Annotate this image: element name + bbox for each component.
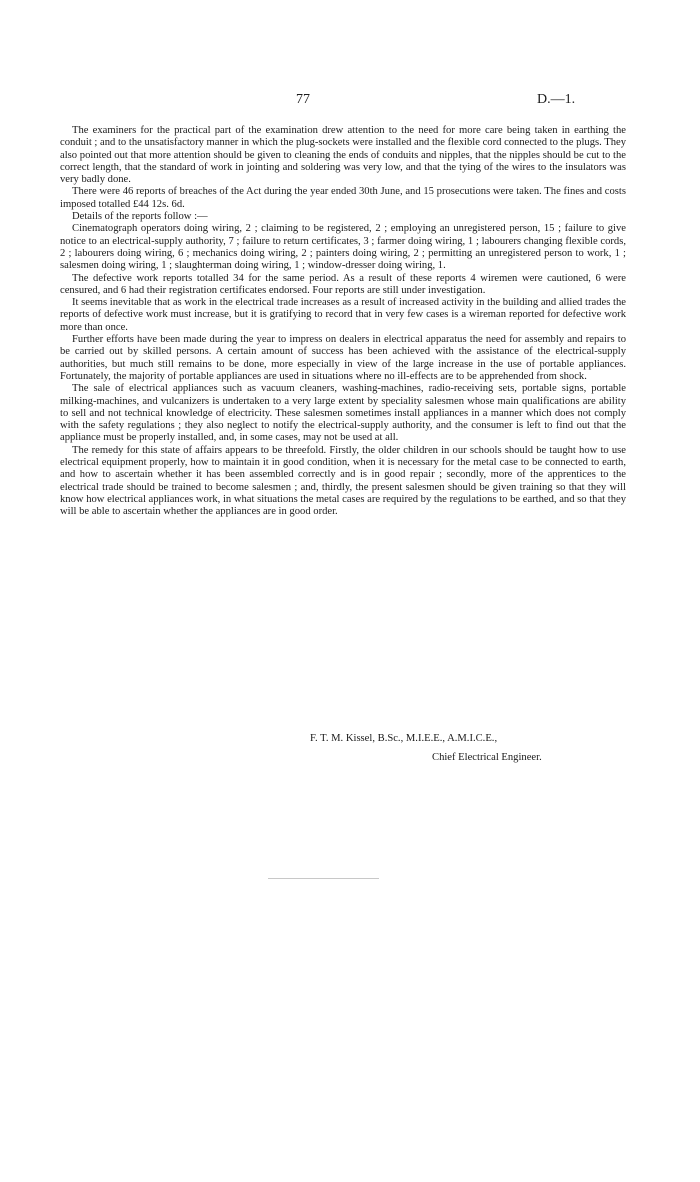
paragraph-sale-of-appliances: The sale of electrical appliances such as vacuum cleaners, washing-machines, radio-receiving sets, portable signs, portable milking-machines, and vulcanizers is undertaken to a very large extent by speciality salesmen whose main qualifications are ability to sell and not technical knowledge of electricity. These salesmen sometimes install appliances in a manner which does not comply with the safety regulations ; they also neglect to notify the electrical-supply authority, and the consumer is left to find out that the appliance must be properly installed, and, in some cases, may not be used at all. xyxy=(60,383,626,444)
body-text xyxy=(60,125,626,519)
paragraph-examiners: The examiners for the practical part of the examination drew attention to the need for more care being taken in earthing the conduit ; and to the unsatisfactory manner in which the plug-sockets were installed and the flexible cord connected to the plugs. They also pointed out that more attention should be given to cleaning the ends of conduits and nipples, that the nipples should be cut to the correct length, that the standard of work in jointing and soldering was very low, and that the tying of the wires to the insulators was very badly done. xyxy=(60,125,626,186)
paragraph-further-efforts: Further efforts have been made during the year to impress on dealers in electrical apparatus the need for assembly and repairs to be carried out by skilled persons. A certain amount of success has been achieved with the assistance of the electrical-supply authorities, but much still remains to be done, more especially in view of the large increase in the use of portable appliances. Fortunately, the majority of portable appliances are used in situations where no ill-effects are to be apprehended from shock. xyxy=(60,334,626,382)
signatory-name: F. T. M. Kissel, B.Sc., M.I.E.E., A.M.I.C.E., xyxy=(310,733,498,744)
end-rule-divider xyxy=(268,878,379,879)
signatory-title: Chief Electrical Engineer. xyxy=(432,752,542,763)
paragraph-details-list: Cinematograph operators doing wiring, 2 ; claiming to be registered, 2 ; employing an unregistered person, 15 ; failure to give notice to an electrical-supply authority, 7 ; failure to return certificates, 3 ; farmer doing wiring, 1 ; labourers changing flexible cords, 2 ; labourers doing wiring, 6 ; mechanics doing wiring, 2 ; painters doing wiring, 2 ; permitting an unregistered person to work, 1 ; salesmen doing wiring, 1 ; slaughterman doing wiring, 1 ; window-dresser doing wiring, 1. xyxy=(60,223,626,272)
section-reference: D.—1. xyxy=(537,92,576,107)
paragraph-remedy: The remedy for this state of affairs appears to be threefold. Firstly, the older children in our schools should be taught how to use electrical equipment properly, how to maintain it in good condition, when it is necessary for the metal case to be connected to earth, and how to ascertain whether it has been assembled correctly and is in good repair ; secondly, more of the apprentices to the electrical trade should be trained to become salesmen ; and, thirdly, the present salesmen should be given training so that they will know how electrical appliances work, in what situations the metal cases are required by the regulations to be earthed, and so that they will be able to ascertain whether the appliances are in good order. xyxy=(60,444,626,518)
page-number: 77 xyxy=(296,92,310,107)
paragraph-inevitable: It seems inevitable that as work in the electrical trade increases as a result of increased activity in the building and allied trades the reports of defective work must increase, but it is gratifying to record that in very few cases is a wireman reported for defective work more than once. xyxy=(60,297,626,333)
paragraph-defective-work: The defective work reports totalled 34 for the same period. As a result of these reports 4 wiremen were cautioned, 6 were censured, and 6 had their registration certificates endorsed. Four reports are still under investigation. xyxy=(60,272,626,296)
paragraph-breaches: There were 46 reports of breaches of the Act during the year ended 30th June, and 15 prosecutions were taken. The fines and costs imposed totalled £44 12s. 6d. xyxy=(60,186,626,210)
paragraph-details-intro: Details of the reports follow :— xyxy=(72,211,208,223)
signature-block xyxy=(310,732,542,765)
page-header xyxy=(0,92,700,108)
